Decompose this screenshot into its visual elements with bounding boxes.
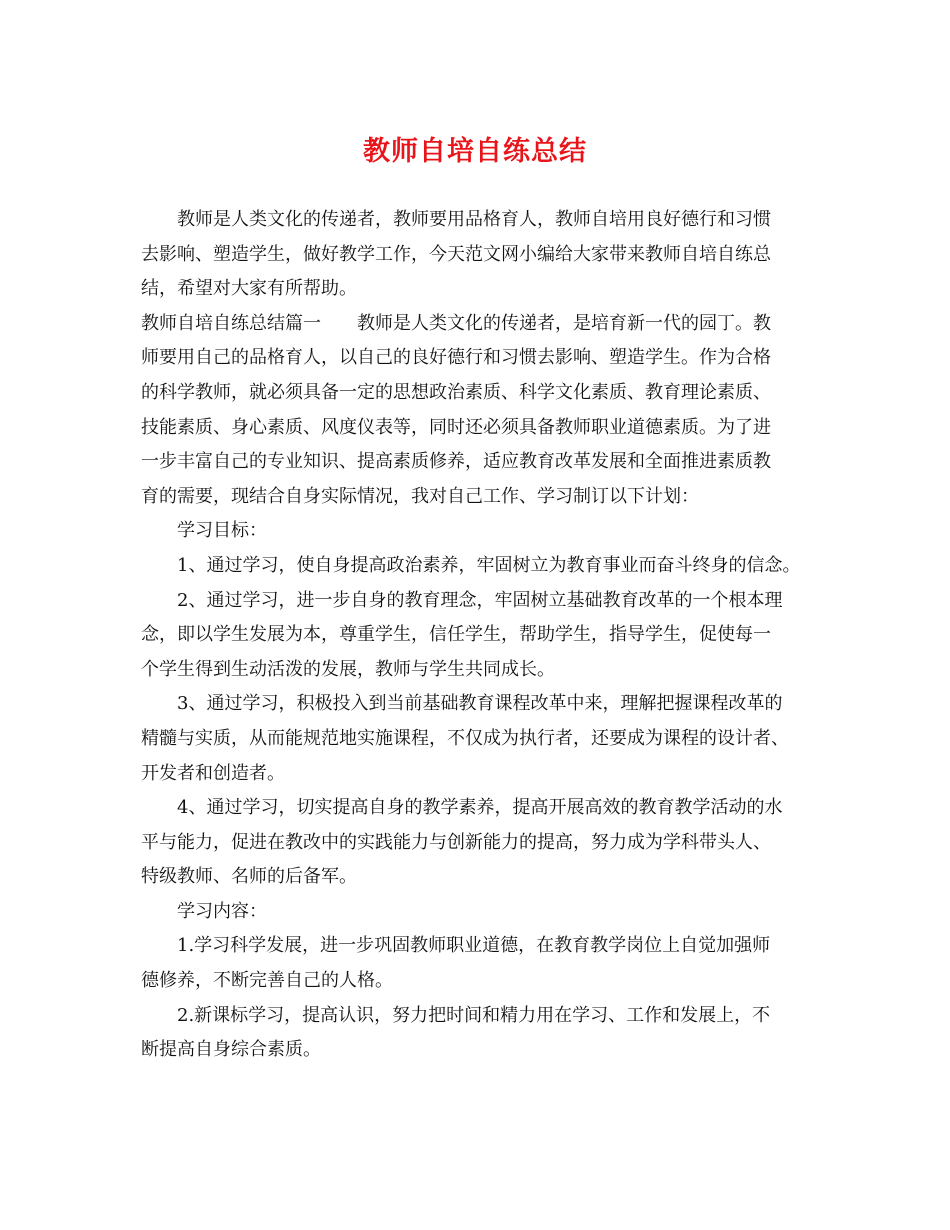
- text-line: 师要用自己的品格育人，以自己的良好德行和习惯去影响、塑造学生。作为合格: [141, 347, 771, 369]
- text-line: 学习内容：: [177, 900, 267, 922]
- text-line: 个学生得到生动活泼的发展，教师与学生共同成长。: [141, 658, 555, 680]
- text-line: 技能素质、身心素质、风度仪表等，同时还必须具备教师职业道德素质。为了进: [141, 416, 771, 438]
- text-line: 育的需要，现结合自身实际情况，我对自己工作、学习制订以下计划：: [141, 485, 699, 507]
- text-line: 2、通过学习，进一步自身的教育理念，牢固树立基础教育改革的一个根本理: [177, 589, 783, 611]
- text-line: 的科学教师，就必须具备一定的思想政治素质、科学文化素质、教育理论素质、: [141, 381, 771, 403]
- text-line: 德修养，不断完善自己的人格。: [141, 970, 393, 992]
- text-line: 3、通过学习，积极投入到当前基础教育课程改革中来，理解把握课程改革的: [177, 693, 783, 715]
- text-line: 断提高自身综合素质。: [141, 1039, 321, 1061]
- text-line: 去影响、塑造学生，做好教学工作，今天范文网小编给大家带来教师自培自练总: [141, 243, 771, 265]
- text-line: 结，希望对大家有所帮助。: [141, 278, 357, 300]
- text-line: 1、通过学习，使自身提高政治素养，牢固树立为教育事业而奋斗终身的信念。: [177, 554, 801, 576]
- text-line: 精髓与实质，从而能规范地实施课程，不仅成为执行者，还要成为课程的设计者、: [141, 727, 789, 749]
- text-line: 平与能力，促进在教改中的实践能力与创新能力的提高，努力成为学科带头人、: [141, 831, 771, 853]
- text-line: 1.学习科学发展，进一步巩固教师职业道德，在教育教学岗位上自觉加强师: [177, 935, 771, 957]
- document-body: [141, 203, 809, 1068]
- text-line: 教师是人类文化的传递者，教师要用品格育人，教师自培用良好德行和习惯: [177, 209, 771, 230]
- text-line: 教师自培自练总结篇一 教师是人类文化的传递者，是培育新一代的园丁。教: [141, 312, 771, 334]
- text-line: 特级教师、名师的后备军。: [141, 866, 357, 888]
- document-title: 教师自培自练总结: [363, 136, 587, 167]
- text-line: 一步丰富自己的专业知识、提高素质修养，适应教育改革发展和全面推进素质教: [141, 451, 771, 473]
- text-line: 念，即以学生发展为本，尊重学生，信任学生，帮助学生，指导学生，促使每一: [141, 624, 771, 646]
- text-line: 4、通过学习，切实提高自身的教学素养，提高开展高效的教育教学活动的水: [177, 797, 783, 819]
- text-line: 2.新课标学习，提高认识，努力把时间和精力用在学习、工作和发展上，不: [177, 1004, 771, 1026]
- text-line: 学习目标：: [177, 520, 267, 542]
- text-line: 开发者和创造者。: [141, 762, 285, 784]
